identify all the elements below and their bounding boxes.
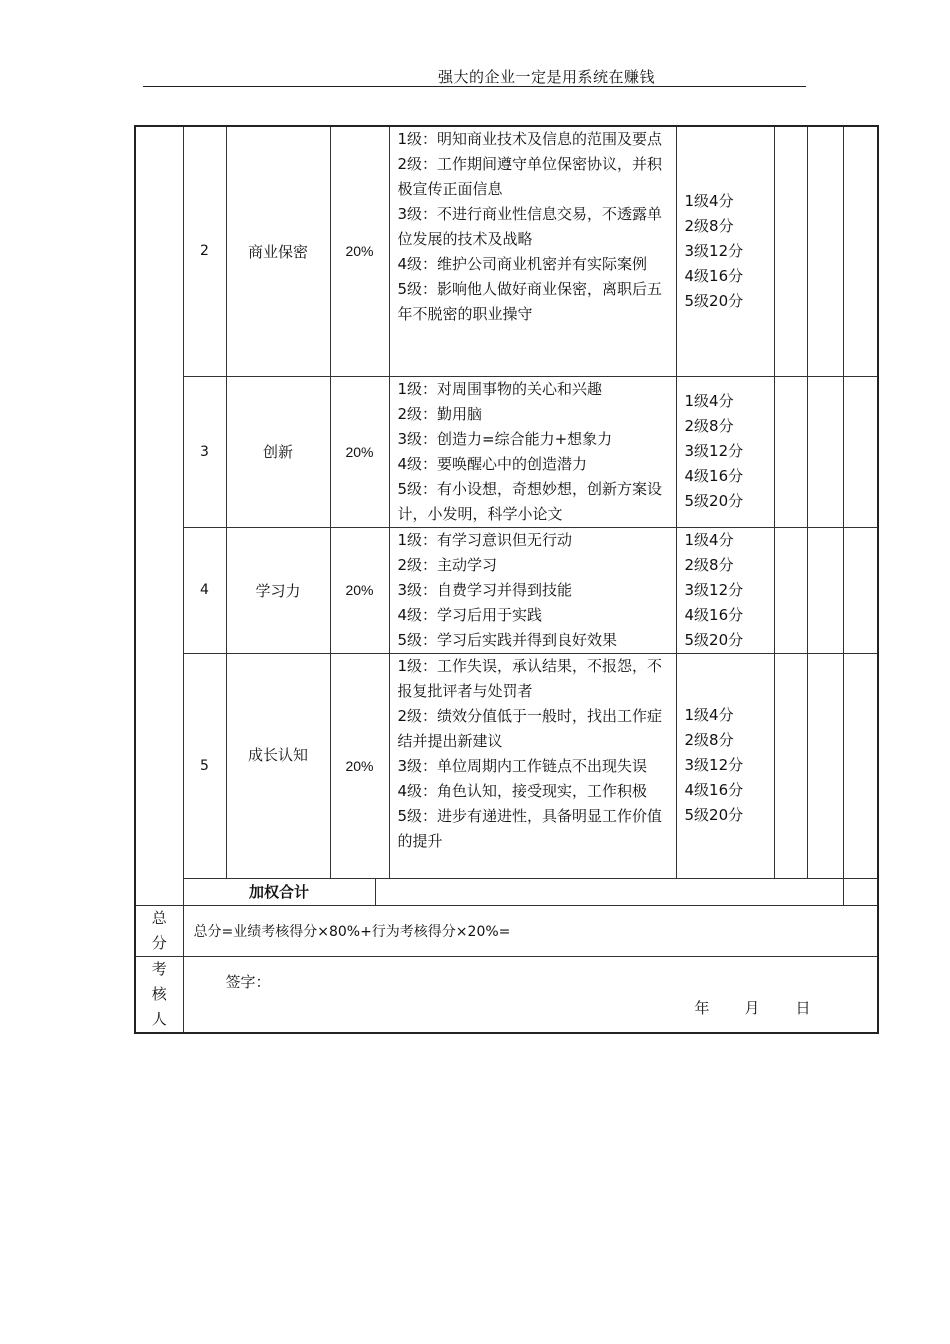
score-item: 1级4分	[684, 392, 734, 410]
level-item: 3级：自费学习并得到技能	[397, 580, 573, 599]
level-scores	[676, 126, 774, 376]
score-item: 3级12分	[684, 442, 744, 460]
score-item: 3级12分	[684, 241, 744, 260]
total-row	[135, 905, 878, 956]
level-item: 1级：明知商业技术及信息的范围及要点	[397, 130, 663, 148]
score-item: 3级12分	[684, 580, 744, 599]
row-number: 5	[183, 653, 226, 878]
score-item: 4级16分	[684, 605, 744, 624]
reviewer-sign-area[interactable]	[183, 956, 878, 1033]
criterion-name	[226, 653, 330, 878]
sign-label: 签字：	[225, 972, 271, 991]
self-score-cell[interactable]	[774, 376, 807, 527]
self-score-cell[interactable]	[774, 126, 807, 376]
table-row	[135, 376, 878, 527]
weighted-total-value[interactable]	[375, 878, 843, 905]
final-score-cell[interactable]	[843, 376, 878, 527]
level-item: 2级：主动学习	[397, 555, 498, 574]
level-item: 5级：有小设想，奇想妙想，创新方案设计，小发明，科学小论文	[397, 479, 663, 523]
score-item: 5级20分	[684, 492, 744, 510]
table-row	[135, 653, 878, 878]
level-item: 3级：不进行商业性信息交易，不透露单位发展的技术及战略	[397, 205, 663, 248]
final-score-cell[interactable]	[843, 126, 878, 376]
level-item: 5级：影响他人做好商业保密，离职后五年不脱密的职业操守	[397, 280, 663, 323]
row-number: 2	[183, 126, 226, 376]
review-score-cell[interactable]	[807, 653, 843, 878]
score-item: 5级20分	[684, 806, 744, 824]
level-item: 5级：进步有递进性，具备明显工作价值的提升	[397, 806, 663, 850]
row-number: 4	[183, 527, 226, 653]
final-score-cell[interactable]	[843, 527, 878, 653]
level-item: 2级：勤用脑	[397, 404, 483, 423]
criterion-name-text: 成长认知	[247, 746, 308, 764]
weighted-total-row	[135, 878, 878, 905]
level-scores	[676, 527, 774, 653]
date-day-label: 日	[795, 998, 811, 1017]
score-item: 2级8分	[684, 417, 734, 435]
table-row	[135, 527, 878, 653]
reviewer-label-text: 考核人	[151, 959, 167, 1028]
reviewer-label	[135, 956, 183, 1033]
criterion-name: 创新	[226, 376, 330, 527]
score-item: 5级20分	[684, 291, 744, 310]
left-merged-cell	[135, 126, 183, 905]
level-item: 5级：学习后实践并得到良好效果	[397, 630, 618, 649]
evaluation-table	[134, 125, 879, 1034]
weighted-total-label: 加权合计	[183, 878, 375, 905]
level-item: 1级：工作失误，承认结果，不报怨，不报复批评者与处罚者	[397, 656, 663, 700]
score-item: 2级8分	[684, 731, 734, 749]
level-descriptions	[389, 527, 676, 653]
final-score-cell[interactable]	[843, 653, 878, 878]
level-scores	[676, 653, 774, 878]
total-formula: 总分=业绩考核得分×80%+行为考核得分×20%=	[183, 905, 878, 956]
header-divider	[143, 86, 806, 87]
level-item: 1级：有学习意识但无行动	[397, 530, 573, 549]
score-item: 5级20分	[684, 630, 744, 649]
review-score-cell[interactable]	[807, 126, 843, 376]
total-label	[135, 905, 183, 956]
level-scores	[676, 376, 774, 527]
date-month-label: 月	[744, 998, 760, 1017]
level-descriptions	[389, 376, 676, 527]
level-item: 3级：单位周期内工作链点不出现失误	[397, 756, 648, 775]
criterion-weight: 20%	[330, 376, 389, 527]
score-item: 4级16分	[684, 781, 744, 799]
score-item: 2级8分	[684, 216, 734, 235]
score-item: 4级16分	[684, 266, 744, 285]
level-item: 3级：创造力=综合能力+想象力	[397, 429, 613, 448]
row-number: 3	[183, 376, 226, 527]
level-item: 2级：绩效分值低于一般时，找出工作症结并提出新建议	[397, 706, 663, 750]
score-item: 2级8分	[684, 555, 734, 574]
score-item: 1级4分	[684, 530, 734, 549]
level-item: 4级：角色认知，接受现实，工作积极	[397, 781, 648, 800]
criterion-name: 学习力	[226, 527, 330, 653]
table-row	[135, 126, 878, 376]
score-item: 1级4分	[684, 191, 734, 210]
score-item: 4级16分	[684, 467, 744, 485]
level-item: 1级：对周围事物的关心和兴趣	[397, 379, 603, 398]
self-score-cell[interactable]	[774, 653, 807, 878]
criterion-name: 商业保密	[226, 126, 330, 376]
score-item: 3级12分	[684, 756, 744, 774]
level-item: 4级：要唤醒心中的创造潜力	[397, 454, 588, 473]
reviewer-row	[135, 956, 878, 1033]
level-item: 4级：维护公司商业机密并有实际案例	[397, 255, 648, 273]
level-item: 2级：工作期间遵守单位保密协议，并积极宣传正面信息	[397, 155, 663, 198]
review-score-cell[interactable]	[807, 376, 843, 527]
date-year-label: 年	[694, 998, 710, 1017]
total-label-text: 总分	[151, 908, 167, 952]
criterion-weight: 20%	[330, 126, 389, 376]
criterion-weight: 20%	[330, 527, 389, 653]
review-score-cell[interactable]	[807, 527, 843, 653]
self-score-cell[interactable]	[774, 527, 807, 653]
score-item: 1级4分	[684, 706, 734, 724]
criterion-weight: 20%	[330, 653, 389, 878]
level-descriptions	[389, 126, 676, 376]
level-descriptions	[389, 653, 676, 878]
level-item: 4级：学习后用于实践	[397, 605, 543, 624]
header-slogan: 强大的企业一定是用系统在赚钱	[437, 68, 655, 86]
